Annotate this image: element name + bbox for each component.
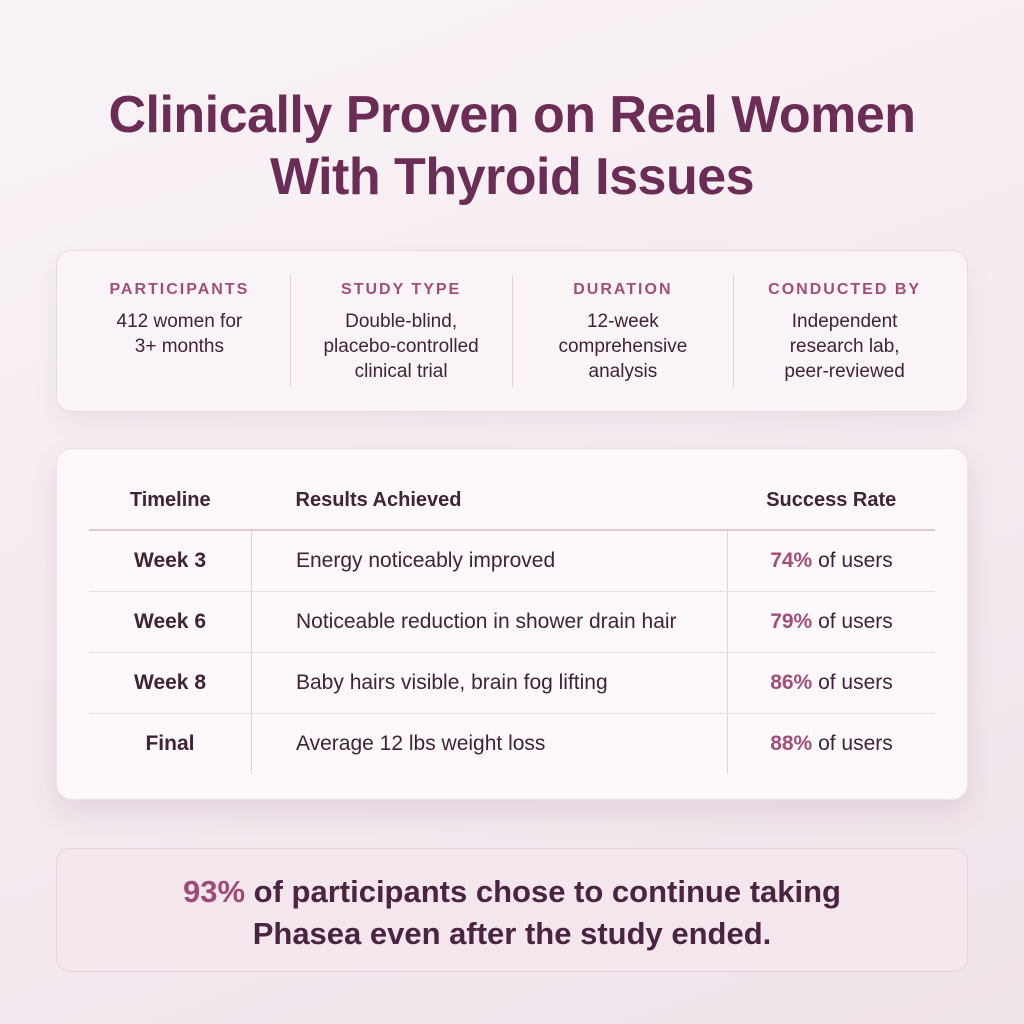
row-success-rate xyxy=(728,653,936,714)
row-success-rate xyxy=(728,592,936,653)
table-row xyxy=(89,653,935,714)
row-percent: 86% xyxy=(770,671,813,694)
study-type-value: Double-blind, placebo-controlled clinical trial xyxy=(323,311,479,382)
study-participants-label: PARTICIPANTS xyxy=(109,281,250,298)
callout-line-2: Phasea even after the study ended. xyxy=(252,916,772,951)
header-success-rate: Success Rate xyxy=(728,471,936,530)
study-participants xyxy=(69,275,290,387)
row-percent-suffix: of users xyxy=(812,671,893,694)
study-duration xyxy=(512,275,734,387)
table-row xyxy=(89,714,935,775)
row-result: Energy noticeably improved xyxy=(252,530,728,592)
study-conducted-by-value: Independent research lab, peer-reviewed xyxy=(784,311,905,382)
study-details-card xyxy=(56,250,968,412)
row-percent: 74% xyxy=(770,549,813,572)
table-row xyxy=(89,592,935,653)
study-type-label: STUDY TYPE xyxy=(341,281,462,298)
row-timeline: Week 6 xyxy=(89,592,252,653)
page-title xyxy=(0,84,1024,208)
row-result: Baby hairs visible, brain fog lifting xyxy=(252,653,728,714)
results-header-row xyxy=(89,471,935,530)
row-timeline: Final xyxy=(89,714,252,775)
row-percent: 79% xyxy=(770,610,813,633)
row-success-rate xyxy=(728,530,936,592)
row-percent-suffix: of users xyxy=(812,732,893,755)
row-percent-suffix: of users xyxy=(812,549,893,572)
row-percent-suffix: of users xyxy=(812,610,893,633)
row-result: Noticeable reduction in shower drain hair xyxy=(252,592,728,653)
row-percent: 88% xyxy=(770,732,813,755)
table-row xyxy=(89,530,935,592)
continuation-callout xyxy=(56,848,968,972)
study-duration-value: 12-week comprehensive analysis xyxy=(558,311,688,382)
results-card xyxy=(56,448,968,800)
study-type xyxy=(290,275,512,387)
callout-percent: 93% xyxy=(183,874,246,909)
study-participants-value: 412 women for 3+ months xyxy=(116,311,243,357)
row-timeline: Week 3 xyxy=(89,530,252,592)
study-conducted-by-label: CONDUCTED BY xyxy=(768,281,922,298)
study-duration-label: DURATION xyxy=(573,281,673,298)
callout-line-1-text: of participants chose to continue taking xyxy=(245,874,841,909)
callout-line-1 xyxy=(57,871,967,913)
title-line-1: Clinically Proven on Real Women xyxy=(108,86,916,144)
study-conducted-by xyxy=(733,275,955,387)
results-table xyxy=(89,471,935,774)
row-result: Average 12 lbs weight loss xyxy=(296,732,546,755)
header-results: Results Achieved xyxy=(252,471,728,530)
title-line-2: With Thyroid Issues xyxy=(269,148,755,206)
row-timeline: Week 8 xyxy=(89,653,252,714)
header-timeline: Timeline xyxy=(89,471,252,530)
row-success-rate xyxy=(728,714,936,775)
